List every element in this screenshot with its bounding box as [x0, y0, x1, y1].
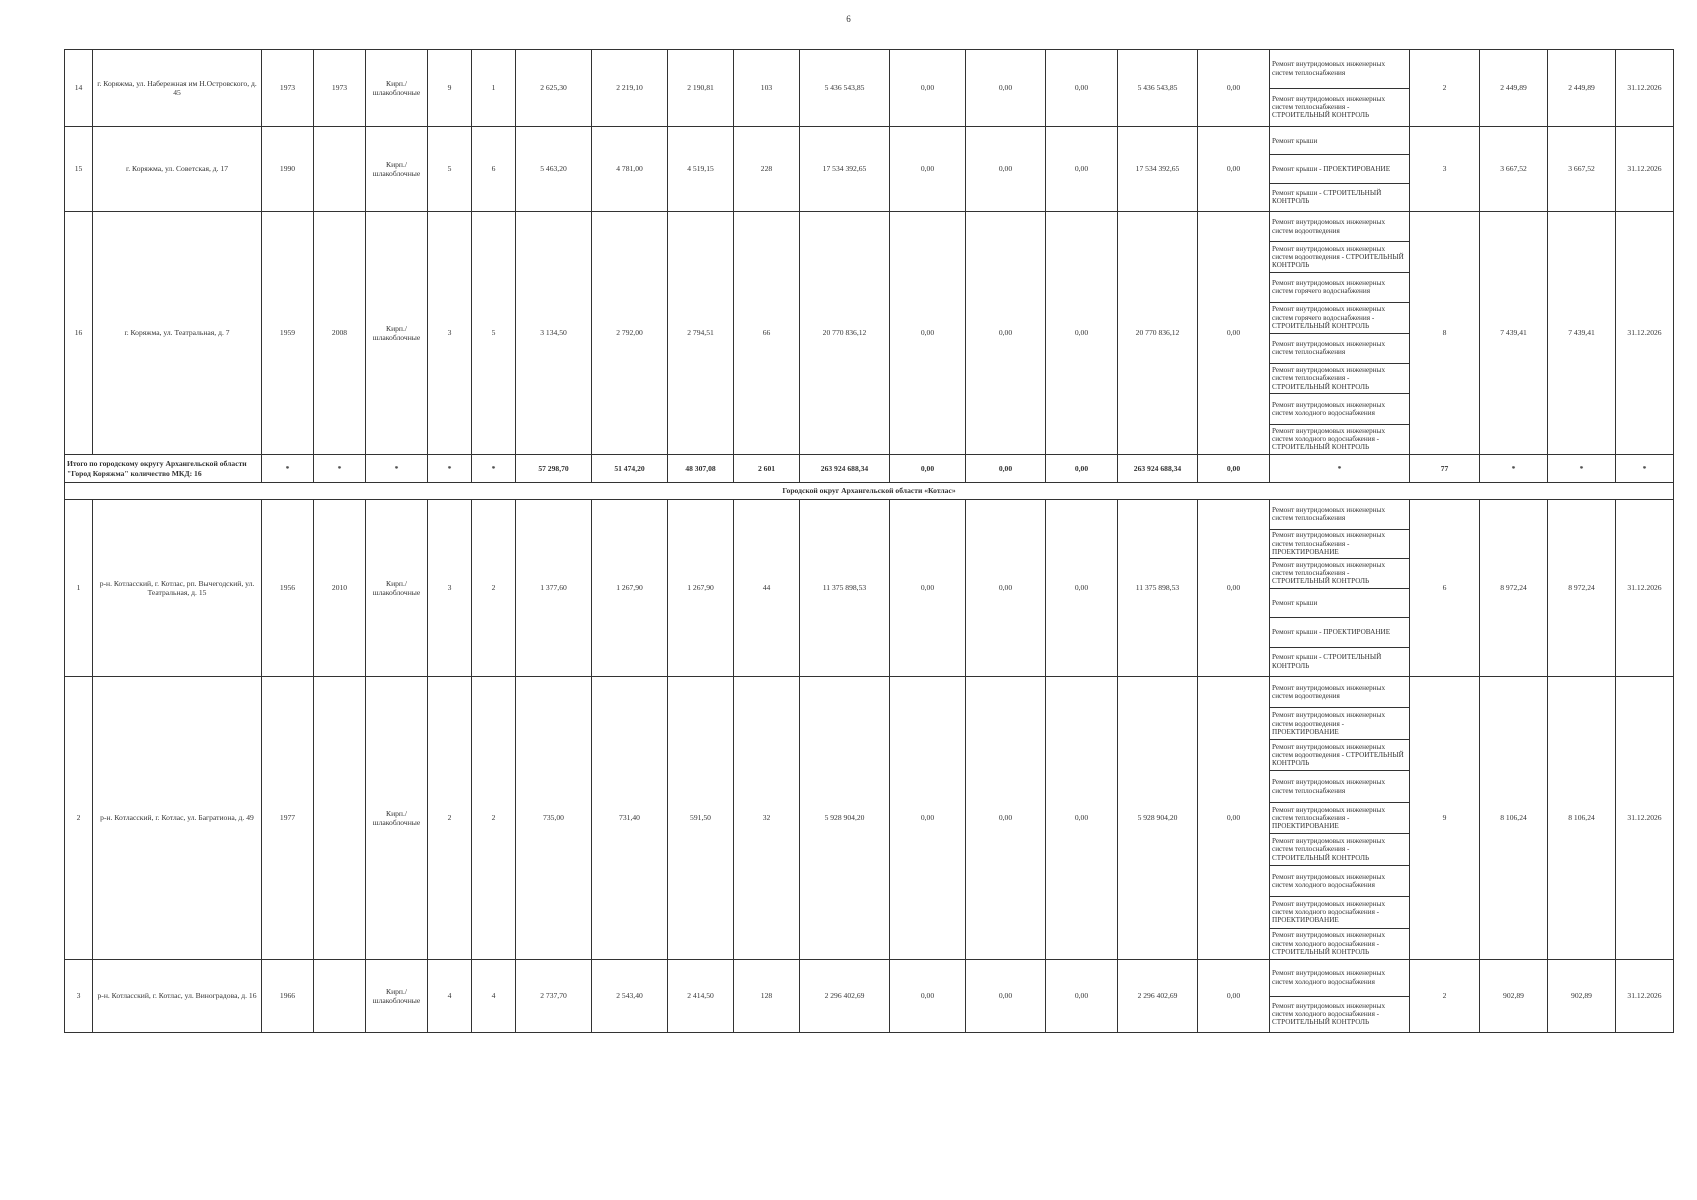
unit-cost-max-cell: 902,89 — [1548, 960, 1616, 1033]
work-item: Ремонт внутридомовых инженерных систем холодного водоснабжения - ПРОЕКТИРОВАНИЕ — [1270, 897, 1409, 928]
area-total-cell: 735,00 — [516, 677, 592, 960]
table-row — [65, 127, 1674, 212]
area-total-cell: 1 377,60 — [516, 500, 592, 677]
work-item: Ремонт внутридомовых инженерных систем теплоснабжения - СТРОИТЕЛЬНЫЙ КОНТРОЛЬ — [1270, 834, 1409, 865]
cost-total-cell: 2 296 402,69 — [800, 960, 890, 1033]
cost-total-cell: 11 375 898,53 — [800, 500, 890, 677]
works-list — [1270, 960, 1409, 1032]
area-living-cell: 2 219,10 — [592, 50, 668, 127]
work-item: Ремонт внутридомовых инженерных систем горячего водоснабжения — [1270, 273, 1409, 303]
year-overhaul-cell — [314, 127, 366, 212]
wall-material-cell: Кирп./ шлакоблочные — [366, 677, 428, 960]
fund-other-cell: 0,00 — [1198, 677, 1270, 960]
floors-cell: 3 — [428, 500, 472, 677]
summary-star: * — [472, 455, 516, 483]
address-cell: г. Коряжма, ул. Театральная, д. 7 — [93, 212, 262, 455]
fund-owners-cell: 2 296 402,69 — [1118, 960, 1198, 1033]
works-cell — [1270, 50, 1410, 127]
unit-cost-cell: 2 449,89 — [1480, 50, 1548, 127]
work-item: Ремонт внутридомовых инженерных систем теплоснабжения - СТРОИТЕЛЬНЫЙ КОНТРОЛЬ — [1272, 94, 1386, 120]
kotlas-rows — [65, 500, 1674, 1033]
fund-owners-cell: 5 928 904,20 — [1118, 677, 1198, 960]
work-item: Ремонт крыши - СТРОИТЕЛЬНЫЙ КОНТРОЛЬ — [1272, 653, 1382, 670]
unit-cost-max-cell: 7 439,41 — [1548, 212, 1616, 455]
residents-cell: 103 — [734, 50, 800, 127]
area-living-cell: 2 792,00 — [592, 212, 668, 455]
row-number: 1 — [65, 500, 93, 677]
fund2-cell: 0,00 — [966, 500, 1046, 677]
work-item: Ремонт внутридомовых инженерных систем теплоснабжения - ПРОЕКТИРОВАНИЕ — [1270, 530, 1409, 560]
area-living-cell: 1 267,90 — [592, 500, 668, 677]
deadline-cell: 31.12.2026 — [1616, 500, 1674, 677]
table-row — [65, 500, 1674, 677]
summary-fund2: 0,00 — [966, 455, 1046, 483]
fund1-cell: 0,00 — [890, 960, 966, 1033]
year-overhaul-cell: 2008 — [314, 212, 366, 455]
works-cell — [1270, 677, 1410, 960]
table-row — [65, 212, 1674, 455]
residents-cell: 66 — [734, 212, 800, 455]
address-cell: р-н. Котласский, г. Котлас, ул. Багратиона, д. 49 — [93, 677, 262, 960]
year-overhaul-cell — [314, 960, 366, 1033]
work-count-cell: 2 — [1410, 50, 1480, 127]
works-cell — [1270, 127, 1410, 212]
floors-cell: 3 — [428, 212, 472, 455]
fund3-cell: 0,00 — [1046, 50, 1118, 127]
work-item: Ремонт внутридомовых инженерных систем горячего водоснабжения - СТРОИТЕЛЬНЫЙ КОНТРОЛЬ — [1270, 303, 1409, 333]
fund3-cell: 0,00 — [1046, 212, 1118, 455]
summary-residents: 2 601 — [734, 455, 800, 483]
fund2-cell: 0,00 — [966, 212, 1046, 455]
work-item: Ремонт крыши — [1270, 589, 1409, 619]
row-number: 16 — [65, 212, 93, 455]
capital-repair-table — [64, 49, 1674, 1033]
summary-star: * — [366, 455, 428, 483]
fund-other-cell: 0,00 — [1198, 212, 1270, 455]
address-cell: г. Коряжма, ул. Советская, д. 17 — [93, 127, 262, 212]
year-overhaul-cell: 2010 — [314, 500, 366, 677]
work-item: Ремонт внутридомовых инженерных систем холодного водоснабжения - СТРОИТЕЛЬНЫЙ КОНТРОЛЬ — [1272, 931, 1386, 956]
cost-total-cell: 5 436 543,85 — [800, 50, 890, 127]
row-number: 15 — [65, 127, 93, 212]
works-list — [1270, 127, 1409, 211]
entrances-cell: 2 — [472, 500, 516, 677]
summary-star: * — [1270, 455, 1410, 483]
work-item: Ремонт внутридомовых инженерных систем холодного водоснабжения — [1270, 960, 1409, 997]
works-list — [1270, 50, 1409, 126]
wall-material-cell: Кирп./ шлакоблочные — [366, 212, 428, 455]
region-title: Городской округ Архангельской области «Котлас» — [65, 483, 1674, 500]
year-built-cell: 1956 — [262, 500, 314, 677]
year-built-cell: 1977 — [262, 677, 314, 960]
floors-cell: 5 — [428, 127, 472, 212]
area-total-cell: 5 463,20 — [516, 127, 592, 212]
deadline-cell: 31.12.2026 — [1616, 50, 1674, 127]
cost-total-cell: 17 534 392,65 — [800, 127, 890, 212]
summary-star: * — [1548, 455, 1616, 483]
fund2-cell: 0,00 — [966, 960, 1046, 1033]
summary-fund-owners: 263 924 688,34 — [1118, 455, 1198, 483]
koryazhma-rows — [65, 50, 1674, 455]
work-count-cell: 9 — [1410, 677, 1480, 960]
entrances-cell: 1 — [472, 50, 516, 127]
work-item: Ремонт крыши - ПРОЕКТИРОВАНИЕ — [1270, 155, 1409, 183]
summary-star: * — [262, 455, 314, 483]
area-total-cell: 2 625,30 — [516, 50, 592, 127]
unit-cost-max-cell: 8 972,24 — [1548, 500, 1616, 677]
summary-fund3: 0,00 — [1046, 455, 1118, 483]
deadline-cell: 31.12.2026 — [1616, 127, 1674, 212]
work-item: Ремонт внутридомовых инженерных систем холодного водоснабжения - СТРОИТЕЛЬНЫЙ КОНТРОЛЬ — [1272, 1001, 1386, 1027]
year-overhaul-cell — [314, 677, 366, 960]
work-item: Ремонт внутридомовых инженерных систем теплоснабжения - СТРОИТЕЛЬНЫЙ КОНТРОЛЬ — [1270, 559, 1409, 589]
area-owned-cell: 2 794,51 — [668, 212, 734, 455]
work-item: Ремонт крыши - ПРОЕКТИРОВАНИЕ — [1270, 618, 1409, 648]
summary-star: * — [314, 455, 366, 483]
fund1-cell: 0,00 — [890, 677, 966, 960]
fund-other-cell: 0,00 — [1198, 50, 1270, 127]
unit-cost-cell: 8 972,24 — [1480, 500, 1548, 677]
table-row — [65, 960, 1674, 1033]
residents-cell: 228 — [734, 127, 800, 212]
unit-cost-cell: 902,89 — [1480, 960, 1548, 1033]
unit-cost-max-cell: 8 106,24 — [1548, 677, 1616, 960]
address-cell: г. Коряжма, ул. Набережная им Н.Островского, д. 45 — [93, 50, 262, 127]
work-item: Ремонт внутридомовых инженерных систем теплоснабжения - ПРОЕКТИРОВАНИЕ — [1270, 803, 1409, 834]
fund-owners-cell: 11 375 898,53 — [1118, 500, 1198, 677]
wall-material-cell: Кирп./ шлакоблочные — [366, 127, 428, 212]
work-item: Ремонт крыши — [1270, 127, 1409, 155]
fund2-cell: 0,00 — [966, 50, 1046, 127]
works-cell — [1270, 212, 1410, 455]
unit-cost-cell: 7 439,41 — [1480, 212, 1548, 455]
work-item: Ремонт крыши - СТРОИТЕЛЬНЫЙ КОНТРОЛЬ — [1272, 189, 1382, 206]
work-count-cell: 2 — [1410, 960, 1480, 1033]
summary-fund1: 0,00 — [890, 455, 966, 483]
works-list — [1270, 212, 1409, 454]
fund3-cell: 0,00 — [1046, 500, 1118, 677]
summary-work-count: 77 — [1410, 455, 1480, 483]
area-owned-cell: 1 267,90 — [668, 500, 734, 677]
area-total-cell: 2 737,70 — [516, 960, 592, 1033]
unit-cost-cell: 8 106,24 — [1480, 677, 1548, 960]
table-row — [65, 50, 1674, 127]
cost-total-cell: 5 928 904,20 — [800, 677, 890, 960]
works-list — [1270, 500, 1409, 676]
work-item: Ремонт внутридомовых инженерных систем водоотведения - ПРОЕКТИРОВАНИЕ — [1270, 708, 1409, 739]
floors-cell: 4 — [428, 960, 472, 1033]
summary-star: * — [1616, 455, 1674, 483]
work-item: Ремонт внутридомовых инженерных систем теплоснабжения — [1270, 334, 1409, 364]
summary-cost-total: 263 924 688,34 — [800, 455, 890, 483]
residents-cell: 128 — [734, 960, 800, 1033]
floors-cell: 2 — [428, 677, 472, 960]
fund3-cell: 0,00 — [1046, 127, 1118, 212]
fund1-cell: 0,00 — [890, 212, 966, 455]
wall-material-cell: Кирп./ шлакоблочные — [366, 50, 428, 127]
area-living-cell: 2 543,40 — [592, 960, 668, 1033]
year-built-cell: 1966 — [262, 960, 314, 1033]
entrances-cell: 2 — [472, 677, 516, 960]
fund1-cell: 0,00 — [890, 127, 966, 212]
address-cell: р-н. Котласский, г. Котлас, ул. Виноградова, д. 16 — [93, 960, 262, 1033]
fund-other-cell: 0,00 — [1198, 960, 1270, 1033]
unit-cost-max-cell: 3 667,52 — [1548, 127, 1616, 212]
deadline-cell: 31.12.2026 — [1616, 960, 1674, 1033]
fund1-cell: 0,00 — [890, 50, 966, 127]
area-total-cell: 3 134,50 — [516, 212, 592, 455]
work-count-cell: 3 — [1410, 127, 1480, 212]
work-count-cell: 6 — [1410, 500, 1480, 677]
wall-material-cell: Кирп./ шлакоблочные — [366, 500, 428, 677]
work-item: Ремонт внутридомовых инженерных систем теплоснабжения — [1270, 500, 1409, 530]
unit-cost-cell: 3 667,52 — [1480, 127, 1548, 212]
wall-material-cell: Кирп./ шлакоблочные — [366, 960, 428, 1033]
works-cell — [1270, 960, 1410, 1033]
summary-area-living: 51 474,20 — [592, 455, 668, 483]
work-item: Ремонт внутридомовых инженерных систем водоотведения - СТРОИТЕЛЬНЫЙ КОНТРОЛЬ — [1270, 242, 1409, 272]
entrances-cell: 6 — [472, 127, 516, 212]
area-living-cell: 731,40 — [592, 677, 668, 960]
row-number: 3 — [65, 960, 93, 1033]
address-cell: р-н. Котласский, г. Котлас, рп. Вычегодский, ул. Театральная, д. 15 — [93, 500, 262, 677]
fund3-cell: 0,00 — [1046, 960, 1118, 1033]
area-owned-cell: 2 190,81 — [668, 50, 734, 127]
fund-owners-cell: 20 770 836,12 — [1118, 212, 1198, 455]
page-number: 6 — [846, 14, 851, 24]
summary-fund-other: 0,00 — [1198, 455, 1270, 483]
fund-owners-cell: 17 534 392,65 — [1118, 127, 1198, 212]
work-item: Ремонт внутридомовых инженерных систем водоотведения — [1270, 677, 1409, 708]
row-number: 2 — [65, 677, 93, 960]
summary-area-total: 57 298,70 — [516, 455, 592, 483]
entrances-cell: 4 — [472, 960, 516, 1033]
year-built-cell: 1973 — [262, 50, 314, 127]
work-item: Ремонт внутридомовых инженерных систем холодного водоснабжения — [1270, 394, 1409, 424]
area-living-cell: 4 781,00 — [592, 127, 668, 212]
summary-area-owned: 48 307,08 — [668, 455, 734, 483]
work-item: Ремонт внутридомовых инженерных систем теплоснабжения - СТРОИТЕЛЬНЫЙ КОНТРОЛЬ — [1270, 364, 1409, 394]
row-number: 14 — [65, 50, 93, 127]
residents-cell: 32 — [734, 677, 800, 960]
unit-cost-max-cell: 2 449,89 — [1548, 50, 1616, 127]
summary-star: * — [428, 455, 472, 483]
works-cell — [1270, 500, 1410, 677]
year-overhaul-cell: 1973 — [314, 50, 366, 127]
work-item: Ремонт внутридомовых инженерных систем холодного водоснабжения — [1270, 866, 1409, 897]
work-item: Ремонт внутридомовых инженерных систем водоотведения - СТРОИТЕЛЬНЫЙ КОНТРОЛЬ — [1270, 740, 1409, 771]
fund2-cell: 0,00 — [966, 127, 1046, 212]
work-item: Ремонт внутридомовых инженерных систем водоотведения — [1270, 212, 1409, 242]
deadline-cell: 31.12.2026 — [1616, 212, 1674, 455]
entrances-cell: 5 — [472, 212, 516, 455]
region-header-row — [65, 483, 1674, 500]
works-list — [1270, 677, 1409, 959]
fund2-cell: 0,00 — [966, 677, 1046, 960]
residents-cell: 44 — [734, 500, 800, 677]
fund1-cell: 0,00 — [890, 500, 966, 677]
cost-total-cell: 20 770 836,12 — [800, 212, 890, 455]
area-owned-cell: 2 414,50 — [668, 960, 734, 1033]
year-built-cell: 1990 — [262, 127, 314, 212]
fund3-cell: 0,00 — [1046, 677, 1118, 960]
area-owned-cell: 4 519,15 — [668, 127, 734, 212]
work-item: Ремонт внутридомовых инженерных систем теплоснабжения — [1270, 771, 1409, 802]
summary-star: * — [1480, 455, 1548, 483]
work-item: Ремонт внутридомовых инженерных систем теплоснабжения — [1270, 50, 1409, 89]
table-row — [65, 677, 1674, 960]
fund-other-cell: 0,00 — [1198, 127, 1270, 212]
work-item: Ремонт внутридомовых инженерных систем холодного водоснабжения - СТРОИТЕЛЬНЫЙ КОНТРОЛЬ — [1272, 426, 1386, 452]
year-built-cell: 1959 — [262, 212, 314, 455]
summary-label: Итого по городскому округу Архангельской области "Город Коряжма" количество МКД: 16 — [65, 455, 262, 483]
fund-owners-cell: 5 436 543,85 — [1118, 50, 1198, 127]
deadline-cell: 31.12.2026 — [1616, 677, 1674, 960]
floors-cell: 9 — [428, 50, 472, 127]
summary-row — [65, 455, 1674, 483]
work-count-cell: 8 — [1410, 212, 1480, 455]
area-owned-cell: 591,50 — [668, 677, 734, 960]
fund-other-cell: 0,00 — [1198, 500, 1270, 677]
